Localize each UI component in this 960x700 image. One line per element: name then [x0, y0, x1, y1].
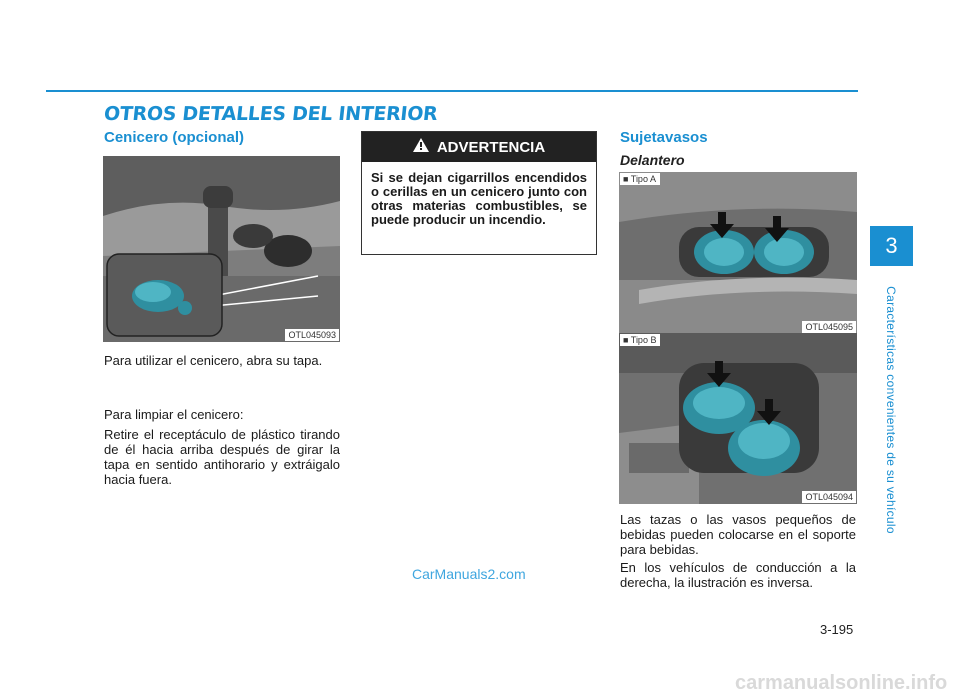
chapter-label	[883, 275, 899, 545]
footer-watermark: carmanualsonline.info	[735, 672, 948, 694]
warning-text: Si se dejan cigarrillos encendidos o cerillas en un cenicero junto con otras materias combustibles, se puede producir un incendio.	[371, 170, 587, 227]
cupholders-subheading: Delantero	[620, 152, 685, 168]
type-b-image-code: OTL045094	[802, 491, 856, 503]
cupholders-para-1: Las tazas o las vasos pequeños de bebidas pueden colocarse en el soporte para bebidas.	[620, 512, 856, 557]
ashtray-image-code: OTL045093	[285, 329, 339, 341]
page-number: 3-195	[820, 622, 854, 637]
cupholder-type-b-photo	[619, 333, 857, 504]
chapter-label-text: Características convenientes de su vehículo	[884, 286, 899, 534]
warning-header	[362, 132, 596, 162]
ashtray-para-2: Para limpiar el cenicero:	[104, 407, 244, 422]
ashtray-para-1: Para utilizar el cenicero, abra su tapa.	[104, 353, 323, 368]
cupholders-para-2: En los vehículos de conducción a la derecha, la ilustración es inversa.	[620, 560, 856, 590]
ashtray-photo	[103, 156, 340, 342]
section-title: OTROS DETALLES DEL INTERIOR	[102, 103, 439, 125]
watermark-link[interactable]: CarManuals2.com	[412, 566, 526, 582]
cupholder-type-a-photo	[619, 172, 857, 334]
type-a-image-code: OTL045095	[802, 321, 856, 333]
ashtray-heading: Cenicero (opcional)	[104, 129, 245, 146]
warning-box	[361, 131, 597, 255]
top-rule	[46, 90, 858, 92]
type-b-label: ■ Tipo B	[620, 334, 660, 346]
warning-icon	[413, 138, 429, 156]
chapter-tab: 3	[870, 226, 913, 266]
warning-header-text: ADVERTENCIA	[436, 138, 546, 156]
ashtray-para-3: Retire el receptáculo de plástico tirando de él hacia arriba después de girar la tapa en sentido antihorario y extráigalo hacia fuera.	[104, 427, 340, 487]
type-a-label: ■ Tipo A	[620, 173, 660, 185]
cupholders-heading: Sujetavasos	[620, 129, 708, 146]
